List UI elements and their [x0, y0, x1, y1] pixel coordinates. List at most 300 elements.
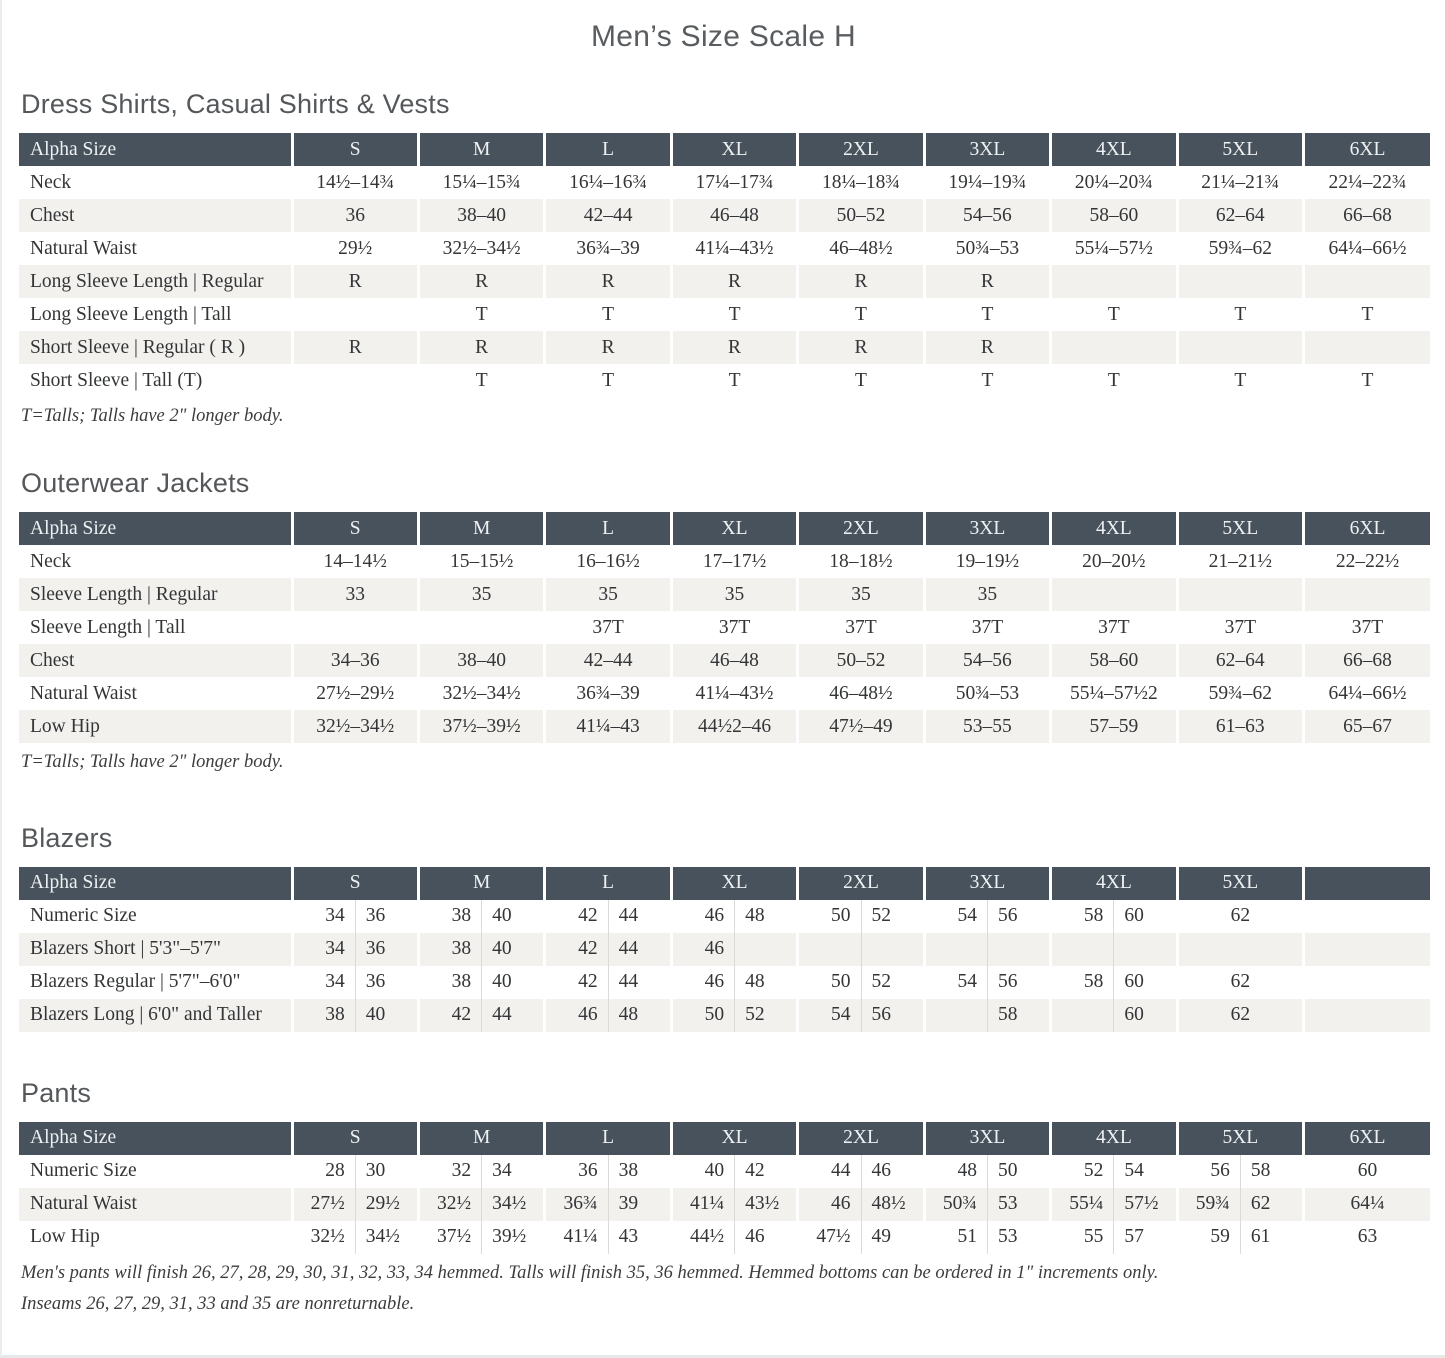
column-header: 4XL [1051, 867, 1177, 900]
row-label: Chest [19, 644, 292, 677]
size-cell [418, 611, 544, 644]
size-cell: 44 [798, 1155, 861, 1188]
size-cell: 47½–49 [798, 710, 924, 743]
size-cell: 44 [482, 999, 545, 1032]
size-cell: R [418, 265, 544, 298]
size-cell: 46–48½ [798, 232, 924, 265]
size-table [19, 133, 1430, 397]
section [19, 823, 1428, 1032]
size-cell: 50 [987, 1155, 1050, 1188]
row-label: Chest [19, 199, 292, 232]
size-cell [735, 933, 798, 966]
size-cell [1304, 999, 1430, 1032]
size-cell: 32½–34½ [418, 677, 544, 710]
size-cell: 55¼ [1051, 1188, 1114, 1221]
size-cell: 47½ [798, 1221, 861, 1254]
column-header: 3XL [924, 512, 1050, 545]
size-cell [1051, 933, 1114, 966]
size-cell: 61 [1240, 1221, 1303, 1254]
size-cell: 36 [292, 199, 418, 232]
size-cell: 48 [735, 900, 798, 933]
size-cell: 46 [861, 1155, 924, 1188]
size-cell [292, 298, 418, 331]
size-cell: 36 [355, 966, 418, 999]
size-cell: R [798, 331, 924, 364]
column-header: 3XL [924, 133, 1050, 166]
size-cell: R [671, 265, 797, 298]
size-cell: 32½–34½ [418, 232, 544, 265]
column-header: XL [671, 512, 797, 545]
size-cell [1051, 265, 1177, 298]
column-header: L [545, 1122, 671, 1155]
size-cell: 19¼–19¾ [924, 166, 1050, 199]
table-row [19, 298, 1430, 331]
row-label: Low Hip [19, 710, 292, 743]
size-cell: 64¼–66½ [1304, 677, 1431, 710]
size-cell: 40 [482, 966, 545, 999]
table-row [19, 331, 1430, 364]
size-cell: 38 [418, 900, 481, 933]
size-cell: 18–18½ [798, 545, 924, 578]
size-cell: 51 [924, 1221, 987, 1254]
size-cell: 57–59 [1051, 710, 1177, 743]
column-header: 5XL [1177, 1122, 1303, 1155]
column-header: 6XL [1304, 133, 1431, 166]
size-cell: 52 [861, 900, 924, 933]
section-title: Outerwear Jackets [21, 468, 250, 499]
section [19, 468, 1428, 774]
size-cell: 56 [987, 900, 1050, 933]
size-cell: 32½ [418, 1188, 481, 1221]
size-cell: 14–14½ [292, 545, 418, 578]
size-cell: 36 [545, 1155, 608, 1188]
size-cell: 38 [608, 1155, 671, 1188]
size-cell [1304, 331, 1431, 364]
size-cell: 50 [671, 999, 734, 1032]
size-cell: 18¼–18¾ [798, 166, 924, 199]
size-cell: 35 [798, 578, 924, 611]
size-cell: T [1304, 364, 1431, 397]
size-cell [1177, 933, 1303, 966]
size-cell: 34½ [482, 1188, 545, 1221]
size-cell [1051, 578, 1177, 611]
size-cell: 44 [608, 900, 671, 933]
table-row [19, 1155, 1430, 1188]
column-header [1304, 867, 1430, 900]
size-cell: 22¼–22¾ [1304, 166, 1431, 199]
size-cell: 34 [292, 966, 355, 999]
size-cell: 59¾–62 [1177, 677, 1303, 710]
column-header: 3XL [924, 867, 1050, 900]
size-cell: T [418, 298, 544, 331]
size-cell [1177, 578, 1303, 611]
row-label: Short Sleeve | Tall (T) [30, 369, 203, 391]
table-row [19, 644, 1430, 677]
column-header: 3XL [924, 1122, 1050, 1155]
size-cell: 34 [292, 933, 355, 966]
size-cell: 53 [987, 1221, 1050, 1254]
row-label: Natural Waist [30, 682, 137, 704]
table-row [19, 166, 1430, 199]
row-label: Sleeve Length | Tall [30, 616, 186, 638]
table-row [19, 933, 1430, 966]
size-cell: 14½–14¾ [292, 166, 418, 199]
size-cell: 60 [1304, 1155, 1430, 1188]
size-cell: 22–22½ [1304, 545, 1431, 578]
size-cell [861, 933, 924, 966]
size-cell: 35 [418, 578, 544, 611]
size-cell: 64¼ [1304, 1188, 1430, 1221]
column-header: 5XL [1177, 867, 1303, 900]
row-label: Low Hip [30, 1226, 100, 1248]
section [19, 89, 1428, 428]
size-cell [1177, 265, 1303, 298]
size-cell: 55¼–57½2 [1051, 677, 1177, 710]
size-cell: 37T [924, 611, 1050, 644]
size-cell: 15–15½ [418, 545, 544, 578]
size-cell: 42 [735, 1155, 798, 1188]
size-cell: R [671, 331, 797, 364]
size-cell: 32½ [292, 1221, 355, 1254]
size-cell [1051, 331, 1177, 364]
table-row [19, 265, 1430, 298]
size-cell: 52 [1051, 1155, 1114, 1188]
size-table [19, 512, 1430, 743]
size-cell: 59¾–62 [1177, 232, 1303, 265]
size-cell [798, 933, 861, 966]
size-cell: 50¾ [924, 1188, 987, 1221]
size-cell: 36¾–39 [545, 232, 671, 265]
column-header: L [545, 133, 671, 166]
column-header: M [418, 512, 544, 545]
column-header: XL [671, 133, 797, 166]
size-cell: T [798, 298, 924, 331]
size-cell: 62–64 [1177, 644, 1303, 677]
size-cell: T [1304, 298, 1431, 331]
size-cell: 35 [924, 578, 1050, 611]
size-cell: T [418, 364, 544, 397]
size-cell: 34 [292, 900, 355, 933]
column-header: 5XL [1177, 512, 1303, 545]
size-cell: 46–48½ [798, 677, 924, 710]
size-cell: 64¼–66½ [1304, 232, 1431, 265]
size-cell: 56 [1177, 1155, 1240, 1188]
row-label: Numeric Size [30, 905, 137, 927]
size-cell: 54 [1114, 1155, 1177, 1188]
column-header: Alpha Size [19, 867, 292, 900]
size-cell: 60 [1114, 999, 1177, 1032]
section [19, 1078, 1428, 1317]
size-cell: 37T [1051, 611, 1177, 644]
size-cell: 29½ [355, 1188, 418, 1221]
row-label: Neck [30, 171, 72, 193]
size-cell: 58 [1051, 900, 1114, 933]
size-cell: 44 [608, 966, 671, 999]
header-row [19, 1122, 1430, 1155]
header-row [19, 512, 1430, 545]
size-cell: T [924, 298, 1050, 331]
column-header: M [418, 133, 544, 166]
size-cell: 56 [987, 966, 1050, 999]
size-cell: 21¼–21¾ [1177, 166, 1303, 199]
size-cell: 21–21½ [1177, 545, 1303, 578]
size-cell: 50¾–53 [924, 677, 1050, 710]
size-cell: 46 [545, 999, 608, 1032]
size-cell: R [798, 265, 924, 298]
size-cell: 37T [671, 611, 797, 644]
size-cell: 42 [545, 900, 608, 933]
column-header: S [292, 512, 418, 545]
size-cell [987, 933, 1050, 966]
size-cell [1304, 966, 1430, 999]
size-cell: 41¼–43½ [671, 232, 797, 265]
size-cell: 32 [418, 1155, 481, 1188]
size-cell: 46 [671, 933, 734, 966]
size-cell: T [545, 364, 671, 397]
size-cell: T [671, 364, 797, 397]
size-cell: 59 [1177, 1221, 1240, 1254]
size-cell: 37T [545, 611, 671, 644]
size-cell: T [1177, 298, 1303, 331]
table-footnote: Inseams 26, 27, 29, 31, 33 and 35 are nonreturnable. [21, 1294, 415, 1315]
size-cell: 46 [798, 1188, 861, 1221]
table-row [19, 677, 1430, 710]
size-cell: 46 [671, 966, 734, 999]
column-header: 2XL [798, 1122, 924, 1155]
size-cell: 58 [1240, 1155, 1303, 1188]
size-cell: R [545, 265, 671, 298]
size-cell: 55¼–57½ [1051, 232, 1177, 265]
size-cell [924, 999, 987, 1032]
size-cell: 35 [671, 578, 797, 611]
row-label: Short Sleeve | Regular ( R ) [19, 331, 292, 364]
size-cell [292, 364, 418, 397]
size-cell: 38 [418, 966, 481, 999]
size-cell: 44½ [671, 1221, 734, 1254]
size-cell: 54 [924, 966, 987, 999]
size-cell: 40 [482, 933, 545, 966]
size-cell: 62 [1177, 900, 1303, 933]
size-cell: 52 [861, 966, 924, 999]
size-cell: 50–52 [798, 199, 924, 232]
row-label: Long Sleeve Length | Tall [30, 303, 232, 325]
size-cell: 35 [545, 578, 671, 611]
size-cell: 54 [924, 900, 987, 933]
column-header: Alpha Size [19, 512, 292, 545]
size-cell: 36 [355, 933, 418, 966]
size-cell: 66–68 [1304, 644, 1431, 677]
size-cell: T [798, 364, 924, 397]
size-cell: T [924, 364, 1050, 397]
size-table [19, 867, 1430, 1032]
size-cell: 42 [418, 999, 481, 1032]
table-row [19, 364, 1430, 397]
size-cell: 62 [1240, 1188, 1303, 1221]
column-header: S [292, 1122, 418, 1155]
size-cell: 62 [1177, 999, 1303, 1032]
size-cell: R [292, 331, 418, 364]
size-cell: 29½ [292, 232, 418, 265]
size-cell: 65–67 [1304, 710, 1431, 743]
size-cell: 54–56 [924, 199, 1050, 232]
size-cell: 46 [735, 1221, 798, 1254]
column-header: 4XL [1051, 133, 1177, 166]
column-header: 4XL [1051, 512, 1177, 545]
size-cell: T [1177, 364, 1303, 397]
size-cell: 41¼ [671, 1188, 734, 1221]
size-cell [924, 933, 987, 966]
size-cell: T [671, 298, 797, 331]
section-title: Dress Shirts, Casual Shirts & Vests [21, 89, 450, 119]
size-cell: 50 [798, 900, 861, 933]
size-cell: 20¼–20¾ [1051, 166, 1177, 199]
size-cell: 28 [292, 1155, 355, 1188]
size-cell: 40 [482, 900, 545, 933]
size-cell: 43½ [735, 1188, 798, 1221]
size-cell: T [545, 298, 671, 331]
size-cell: 17–17½ [671, 545, 797, 578]
row-label: Numeric Size [30, 1160, 137, 1182]
size-cell: 59¾ [1177, 1188, 1240, 1221]
size-cell [1304, 900, 1430, 933]
column-header: 6XL [1304, 512, 1431, 545]
column-header: 2XL [798, 512, 924, 545]
size-cell: 56 [861, 999, 924, 1032]
size-cell: 30 [355, 1155, 418, 1188]
table-footnote: T=Talls; Talls have 2" longer body. [21, 406, 284, 426]
size-cell: 37½ [418, 1221, 481, 1254]
column-header: S [292, 133, 418, 166]
column-header: XL [671, 1122, 797, 1155]
table-row [19, 710, 1430, 743]
size-cell: 37½–39½ [418, 710, 544, 743]
column-header: Alpha Size [19, 1122, 292, 1155]
size-cell: 34–36 [292, 644, 418, 677]
size-cell: 48 [924, 1155, 987, 1188]
size-cell: 27½ [292, 1188, 355, 1221]
table-footnote: T=Talls; Talls have 2" longer body. [21, 752, 284, 773]
size-cell [292, 611, 418, 644]
size-cell: 42–44 [545, 644, 671, 677]
section-title: Blazers [21, 822, 113, 853]
size-cell: 48½ [861, 1188, 924, 1221]
size-cell: 46–48 [671, 644, 797, 677]
column-header: L [545, 867, 671, 900]
size-cell: T [1051, 364, 1177, 397]
row-label: Blazers Short | 5'3"–5'7" [19, 933, 292, 966]
column-header: 4XL [1051, 1122, 1177, 1155]
size-cell: 44 [608, 933, 671, 966]
column-header: Alpha Size [19, 133, 292, 166]
row-label: Natural Waist [30, 237, 137, 259]
table-row [19, 1188, 1430, 1221]
row-label: Natural Waist [19, 1188, 292, 1221]
table-row [19, 545, 1430, 578]
size-cell: 41¼–43½ [671, 677, 797, 710]
size-cell: 33 [292, 578, 418, 611]
size-cell: 41¼–43 [545, 710, 671, 743]
size-cell: 57 [1114, 1221, 1177, 1254]
size-cell: R [545, 331, 671, 364]
size-cell: R [292, 265, 418, 298]
size-cell: 20–20½ [1051, 545, 1177, 578]
size-cell [1304, 265, 1431, 298]
size-cell: 44½2–46 [671, 710, 797, 743]
size-cell: 34½ [355, 1221, 418, 1254]
header-row [19, 133, 1430, 166]
size-cell: 43 [608, 1221, 671, 1254]
size-cell: 37T [1304, 611, 1431, 644]
size-cell: 17¼–17¾ [671, 166, 797, 199]
size-cell: 60 [1114, 900, 1177, 933]
page-title: Men’s Size Scale H [591, 20, 856, 53]
size-cell [1304, 933, 1430, 966]
size-cell: 40 [671, 1155, 734, 1188]
size-cell: 61–63 [1177, 710, 1303, 743]
size-cell [1304, 578, 1431, 611]
size-cell: 36¾–39 [545, 677, 671, 710]
table-footnote: Men's pants will finish 26, 27, 28, 29, 30, 31, 32, 33, 34 hemmed. Talls will finish 35, 36 hemmed. Hemmed bottoms can be ordered in 1" increments only. [21, 1262, 1159, 1283]
header-row [19, 867, 1430, 900]
size-cell: T [1051, 298, 1177, 331]
size-cell [1051, 999, 1114, 1032]
size-cell: 55 [1051, 1221, 1114, 1254]
size-cell: 16–16½ [545, 545, 671, 578]
table-row [19, 900, 1430, 933]
size-cell: 46–48 [671, 199, 797, 232]
size-cell: 58 [1051, 966, 1114, 999]
size-cell [1177, 331, 1303, 364]
size-cell: 54 [798, 999, 861, 1032]
size-cell: 62–64 [1177, 199, 1303, 232]
table-row [19, 966, 1430, 999]
size-cell: 37T [798, 611, 924, 644]
size-cell: 58–60 [1051, 644, 1177, 677]
size-cell: 58 [987, 999, 1050, 1032]
size-cell: 39 [608, 1188, 671, 1221]
size-cell: 53 [987, 1188, 1050, 1221]
column-header: M [418, 867, 544, 900]
row-label: Blazers Regular | 5'7"–6'0" [30, 971, 241, 993]
table-row [19, 611, 1430, 644]
sections-container [2, 89, 1445, 1317]
row-label: Sleeve Length | Regular [19, 578, 292, 611]
size-cell: 50 [798, 966, 861, 999]
size-cell: 41¼ [545, 1221, 608, 1254]
size-cell: 58–60 [1051, 199, 1177, 232]
size-cell: 46 [671, 900, 734, 933]
table-row [19, 999, 1430, 1032]
size-cell: 42 [545, 933, 608, 966]
size-cell: 49 [861, 1221, 924, 1254]
row-label: Long Sleeve Length | Regular [19, 265, 292, 298]
size-cell: 32½–34½ [292, 710, 418, 743]
size-cell: 62 [1177, 966, 1303, 999]
column-header: 6XL [1304, 1122, 1430, 1155]
size-cell: 38 [418, 933, 481, 966]
size-cell: R [924, 265, 1050, 298]
size-cell: 60 [1114, 966, 1177, 999]
table-row [19, 232, 1430, 265]
size-cell: 16¼–16¾ [545, 166, 671, 199]
size-cell: 39½ [482, 1221, 545, 1254]
table-row [19, 1221, 1430, 1254]
size-cell: 34 [482, 1155, 545, 1188]
size-cell: 36¾ [545, 1188, 608, 1221]
size-cell: 50–52 [798, 644, 924, 677]
row-label: Blazers Long | 6'0" and Taller [19, 999, 292, 1032]
column-header: L [545, 512, 671, 545]
